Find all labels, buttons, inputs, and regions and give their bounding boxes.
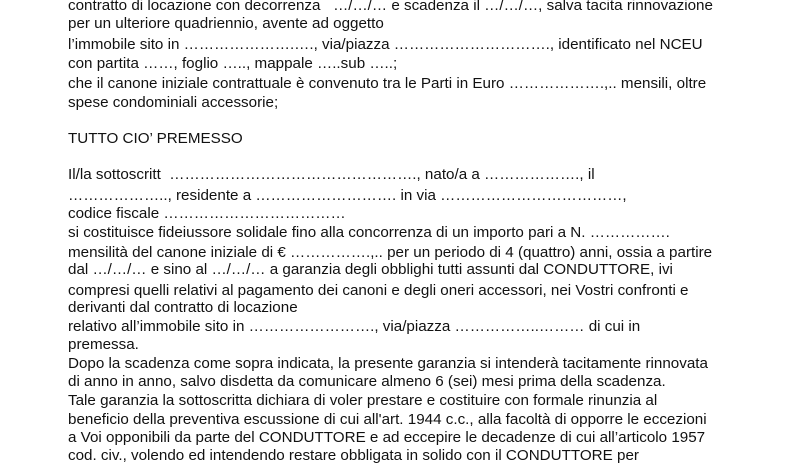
body-text-line: premessa.: [68, 336, 139, 353]
body-text-line: con partita ……, foglio ….., mappale …..sub …..;: [68, 55, 398, 72]
body-text-line: l’immobile sito in ………………….…., via/piazza …………………………., identificato nel NCEU: [68, 36, 703, 53]
body-text-line: mensilità del canone iniziale di € …………….,.. per un periodo di 4 (quattro) anni, ossia a partire: [68, 244, 713, 261]
body-text-line: beneficio della preventiva escussione di cui all'art. 1944 c.c., alla facoltà di opporre le eccezioni: [68, 411, 707, 428]
body-text-line: per un ulteriore quadriennio, avente ad oggetto: [68, 15, 384, 32]
body-text-line: derivanti dal contratto di locazione: [68, 299, 298, 316]
section-heading: TUTTO CIO’ PREMESSO: [68, 130, 243, 147]
body-text-line: cod. civ., volendo ed intendendo restare obbligata in solido con il CONDUTTORE per: [68, 447, 639, 464]
body-text-line: Dopo la scadenza come sopra indicata, la presente garanzia si intenderà tacitamente rinnovata: [68, 355, 708, 372]
body-text-line: che il canone iniziale contrattuale è convenuto tra le Parti in Euro ……………….,.. mensili, oltre: [68, 75, 707, 92]
body-text-line: a Voi opponibili da parte del CONDUTTORE e ad eccepire le decadenze di cui all’articolo 1957: [68, 429, 706, 446]
body-text-line: si costituisce fideiussore solidale fino alla concorrenza di un importo pari a N. …………….: [68, 224, 670, 241]
body-text-line: contratto di locazione con decorrenza …/…/… e scadenza il …/…/…, salva tacita rinnovazione: [68, 0, 713, 14]
body-text-line: compresi quelli relativi al pagamento dei canoni e degli oneri accessori, nei Vostri confronti e: [68, 282, 689, 299]
body-text-line: relativo all’immobile sito in ……………………., via/piazza ……………..……… di cui in: [68, 318, 641, 335]
body-text-line: dal …/…/… e sino al …/…/… a garanzia degli obblighi tutti assunti dal CONDUTTORE, ivi: [68, 261, 673, 278]
body-text-line: codice fiscale ………………………………: [68, 205, 346, 222]
body-text-line: Tale garanzia la sottoscritta dichiara di voler prestare e costituire con formale rinunzia al: [68, 392, 658, 409]
body-text-line: spese condominiali accessorie;: [68, 94, 279, 111]
body-text-line: di anno in anno, salvo disdetta da comunicare almeno 6 (sei) mesi prima della scadenza.: [68, 373, 666, 390]
body-text-line: ……………….., residente a ………………………. in via ………………………………,: [68, 187, 627, 204]
body-text-line: Il/la sottoscritt …………………………………………., nato/a a ………………., il: [68, 166, 595, 183]
